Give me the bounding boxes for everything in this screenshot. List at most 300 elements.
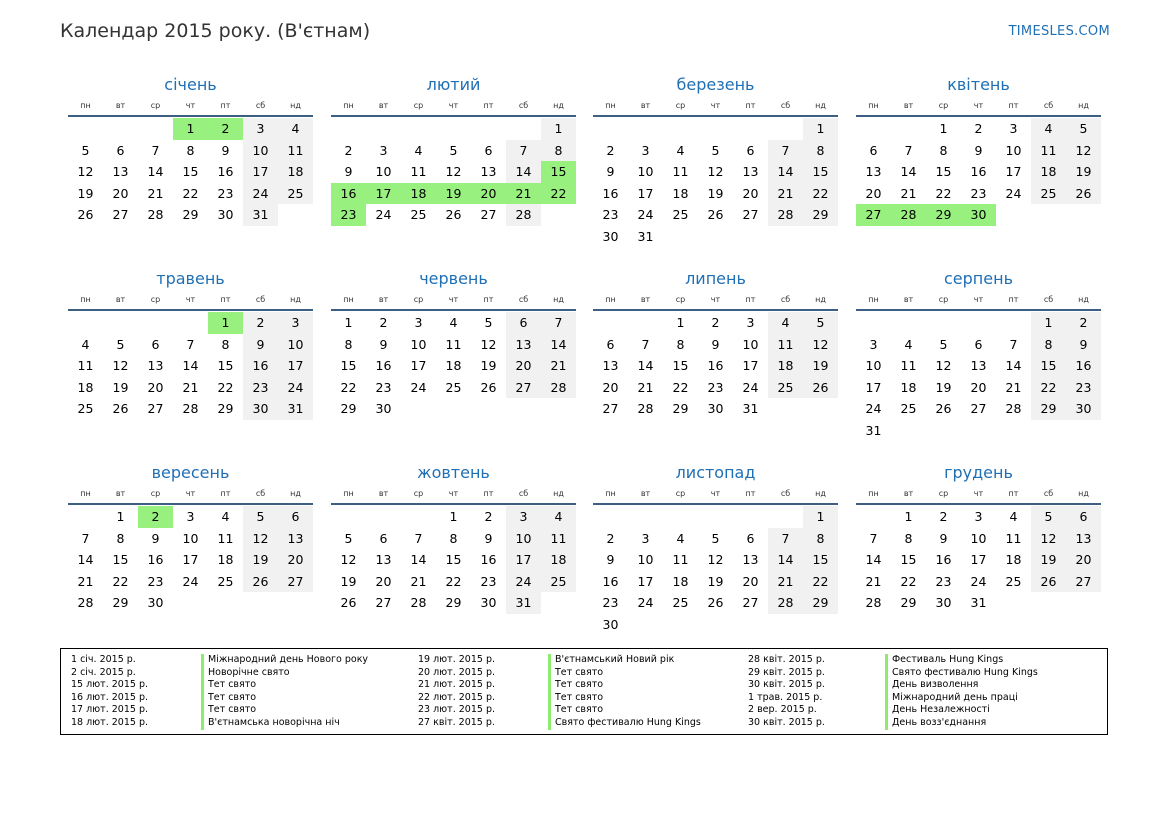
day-cell: 5 <box>939 336 948 352</box>
weekday-label: нд <box>290 101 301 110</box>
day-grid <box>593 506 838 636</box>
day-cell: 2 <box>344 142 353 158</box>
day-grid <box>68 118 313 248</box>
day-cell: 26 <box>707 595 724 611</box>
weekday-label: ср <box>675 295 686 304</box>
day-cell: 17 <box>865 379 882 395</box>
weekday-label: чт <box>185 295 196 304</box>
day-cell: 25 <box>217 573 234 589</box>
day-cell: 30 <box>602 229 619 244</box>
day-cell: 24 <box>742 379 759 395</box>
day-cell: 1 <box>1031 312 1066 334</box>
day-cell: 13 <box>742 164 759 180</box>
day-cell: 4 <box>676 142 685 158</box>
day-cell: 11 <box>672 552 689 568</box>
weekday-header <box>856 293 1101 307</box>
day-grid <box>593 118 838 248</box>
weekday-label: пн <box>343 101 354 110</box>
day-cell: 29 <box>803 204 838 226</box>
day-cell: 5 <box>803 312 838 334</box>
day-cell: 8 <box>904 530 913 546</box>
day-cell: 11 <box>1005 530 1022 546</box>
day-cell: 17 <box>742 358 759 374</box>
day-cell: 10 <box>375 164 392 180</box>
weekday-header <box>331 99 576 113</box>
day-cell: 31 <box>865 423 882 438</box>
day-cell: 28 <box>410 595 427 611</box>
day-cell: 26 <box>707 207 724 223</box>
day-cell: 17 <box>243 161 278 183</box>
weekday-label: сб <box>518 295 529 304</box>
day-cell: 23 <box>602 595 619 611</box>
day-cell: 5 <box>1066 118 1101 140</box>
legend-names-column <box>201 654 368 730</box>
month-name: травень <box>156 269 225 288</box>
day-cell: 2 <box>606 530 615 546</box>
day-cell: 13 <box>865 164 882 180</box>
weekday-label: нд <box>1078 101 1089 110</box>
day-cell: 2 <box>243 312 278 334</box>
month-divider <box>856 309 1101 311</box>
day-cell: 11 <box>768 334 803 356</box>
weekday-label: пн <box>605 295 616 304</box>
month-name: квітень <box>947 75 1010 94</box>
day-cell: 10 <box>410 336 427 352</box>
day-cell: 12 <box>112 358 129 374</box>
day-cell: 18 <box>768 355 803 377</box>
day-cell: 9 <box>606 552 615 568</box>
day-cell: 30 <box>480 595 497 611</box>
legend-dates-column <box>748 654 825 730</box>
day-cell: 23 <box>480 573 497 589</box>
weekday-label: пт <box>745 489 756 498</box>
month-block <box>593 268 838 442</box>
day-cell: 28 <box>768 204 803 226</box>
legend-date: 2 січ. 2015 р. <box>71 666 136 678</box>
day-cell: 27 <box>856 204 891 226</box>
day-cell: 5 <box>711 142 720 158</box>
weekday-label: чт <box>448 101 459 110</box>
day-cell: 4 <box>1031 118 1066 140</box>
month-name: листопад <box>675 463 756 482</box>
day-cell: 26 <box>935 401 952 417</box>
weekday-header <box>331 487 576 501</box>
day-cell: 18 <box>217 552 234 568</box>
day-cell: 21 <box>768 183 803 205</box>
day-cell: 4 <box>81 336 90 352</box>
day-cell: 15 <box>935 164 952 180</box>
day-cell: 10 <box>637 164 654 180</box>
day-cell: 8 <box>803 140 838 162</box>
day-grid <box>68 312 313 442</box>
day-cell: 2 <box>379 315 388 330</box>
weekday-label: пт <box>483 101 494 110</box>
day-cell: 4 <box>1009 509 1018 524</box>
weekday-label: вт <box>378 295 389 304</box>
weekday-label: чт <box>710 489 721 498</box>
weekday-label: пн <box>605 101 616 110</box>
legend-holiday-name: Міжнародний день праці <box>885 692 1038 705</box>
day-cell: 10 <box>182 530 199 546</box>
day-cell: 12 <box>1066 140 1101 162</box>
month-divider <box>593 503 838 505</box>
legend-holiday-name: Тет свято <box>548 679 701 692</box>
day-cell: 25 <box>900 401 917 417</box>
day-cell: 24 <box>243 183 278 205</box>
month-name: серпень <box>944 269 1013 288</box>
weekday-label: сб <box>518 101 529 110</box>
day-cell: 24 <box>375 207 392 223</box>
day-cell: 14 <box>77 552 94 568</box>
day-cell: 12 <box>1031 528 1066 550</box>
day-cell: 19 <box>707 573 724 589</box>
day-grid <box>331 118 576 248</box>
day-cell: 6 <box>974 336 983 352</box>
day-cell: 26 <box>1031 571 1066 593</box>
weekday-label: чт <box>448 295 459 304</box>
day-cell: 19 <box>112 379 129 395</box>
day-cell: 23 <box>707 379 724 395</box>
day-cell: 14 <box>865 552 882 568</box>
day-cell: 7 <box>506 140 541 162</box>
day-cell: 2 <box>974 121 983 136</box>
day-cell: 13 <box>480 164 497 180</box>
day-cell: 1 <box>449 509 458 524</box>
day-cell: 11 <box>900 358 917 374</box>
day-cell: 24 <box>865 401 882 417</box>
day-cell: 30 <box>1066 398 1101 420</box>
weekday-label: ср <box>938 489 949 498</box>
legend-holiday-name: Свято фестивалю Hung Kings <box>548 717 701 730</box>
day-cell: 29 <box>803 592 838 614</box>
month-divider <box>331 309 576 311</box>
day-cell: 10 <box>1005 142 1022 158</box>
legend-holiday-name: Тет свято <box>548 692 701 705</box>
day-cell: 3 <box>1009 121 1018 136</box>
legend-holiday-name: В'єтнамська новорічна ніч <box>201 717 368 730</box>
day-cell: 27 <box>506 377 541 399</box>
weekday-label: нд <box>1078 295 1089 304</box>
day-cell: 1 <box>208 312 243 334</box>
day-cell: 9 <box>221 142 230 158</box>
day-cell: 20 <box>970 379 987 395</box>
month-divider <box>856 503 1101 505</box>
day-cell: 31 <box>742 401 759 417</box>
weekday-label: вт <box>640 295 651 304</box>
day-cell: 16 <box>147 552 164 568</box>
day-cell: 24 <box>637 207 654 223</box>
day-cell: 21 <box>637 379 654 395</box>
day-cell: 28 <box>768 592 803 614</box>
day-cell: 13 <box>375 552 392 568</box>
day-cell: 22 <box>672 379 689 395</box>
month-block <box>856 74 1101 248</box>
weekday-label: пн <box>868 101 879 110</box>
weekday-label: чт <box>710 295 721 304</box>
day-cell: 3 <box>278 312 313 334</box>
day-cell: 22 <box>217 379 234 395</box>
weekday-label: нд <box>553 101 564 110</box>
weekday-label: пт <box>483 489 494 498</box>
day-cell: 21 <box>1005 379 1022 395</box>
day-cell: 28 <box>891 204 926 226</box>
month-name: грудень <box>944 463 1013 482</box>
day-cell: 11 <box>541 528 576 550</box>
day-cell: 19 <box>803 355 838 377</box>
day-cell: 9 <box>151 530 160 546</box>
day-cell: 12 <box>935 358 952 374</box>
day-cell: 25 <box>278 183 313 205</box>
day-cell: 15 <box>672 358 689 374</box>
legend-date: 30 квіт. 2015 р. <box>748 716 825 728</box>
weekday-header <box>593 487 838 501</box>
weekday-label: ср <box>675 489 686 498</box>
weekday-label: пн <box>343 295 354 304</box>
day-cell: 10 <box>278 334 313 356</box>
month-block <box>856 462 1101 636</box>
day-cell: 21 <box>768 571 803 593</box>
day-cell: 1 <box>676 315 685 330</box>
legend-date: 16 лют. 2015 р. <box>71 691 148 703</box>
month-name: лютий <box>426 75 481 94</box>
weekday-label: пн <box>80 101 91 110</box>
day-cell: 2 <box>711 315 720 330</box>
day-cell: 23 <box>331 204 366 226</box>
day-cell: 11 <box>278 140 313 162</box>
day-cell: 8 <box>221 336 230 352</box>
day-cell: 7 <box>768 528 803 550</box>
day-cell: 6 <box>379 530 388 546</box>
day-cell: 18 <box>541 549 576 571</box>
day-cell: 16 <box>935 552 952 568</box>
day-cell: 11 <box>445 336 462 352</box>
day-cell: 16 <box>243 355 278 377</box>
day-cell: 26 <box>77 207 94 223</box>
day-cell: 31 <box>637 229 654 244</box>
day-cell: 9 <box>1066 334 1101 356</box>
weekday-label: ср <box>675 101 686 110</box>
day-cell: 8 <box>449 530 458 546</box>
weekday-label: вт <box>115 101 126 110</box>
day-cell: 5 <box>116 336 125 352</box>
weekday-label: сб <box>1043 101 1054 110</box>
day-cell: 18 <box>1031 161 1066 183</box>
weekday-label: вт <box>378 489 389 498</box>
day-cell: 16 <box>1066 355 1101 377</box>
day-cell: 9 <box>711 336 720 352</box>
day-cell: 18 <box>401 183 436 205</box>
day-cell: 15 <box>1031 355 1066 377</box>
day-cell: 1 <box>116 509 125 524</box>
month-block <box>331 74 576 248</box>
day-grid <box>68 506 313 636</box>
day-cell: 20 <box>1066 549 1101 571</box>
weekday-label: сб <box>255 295 266 304</box>
day-cell: 25 <box>1005 573 1022 589</box>
day-cell: 30 <box>147 595 164 611</box>
day-cell: 9 <box>379 336 388 352</box>
legend-holiday-name: Тет свято <box>548 704 701 717</box>
day-cell: 15 <box>445 552 462 568</box>
day-cell: 19 <box>480 358 497 374</box>
month-divider <box>68 309 313 311</box>
day-cell: 3 <box>746 315 755 330</box>
day-cell: 20 <box>112 185 129 201</box>
legend-names-column <box>885 654 1038 730</box>
weekday-label: пт <box>1008 295 1019 304</box>
day-cell: 21 <box>182 379 199 395</box>
day-cell: 24 <box>637 595 654 611</box>
day-cell: 29 <box>926 204 961 226</box>
day-cell: 19 <box>935 379 952 395</box>
day-cell: 1 <box>344 315 353 330</box>
month-block <box>593 74 838 248</box>
day-cell: 9 <box>606 164 615 180</box>
day-cell: 26 <box>243 571 278 593</box>
day-cell: 20 <box>742 573 759 589</box>
day-cell: 17 <box>1005 164 1022 180</box>
weekday-label: чт <box>448 489 459 498</box>
day-cell: 27 <box>375 595 392 611</box>
day-cell: 28 <box>147 207 164 223</box>
weekday-label: чт <box>185 101 196 110</box>
day-cell: 2 <box>606 142 615 158</box>
day-cell: 26 <box>445 207 462 223</box>
day-cell: 6 <box>151 336 160 352</box>
day-cell: 4 <box>904 336 913 352</box>
day-cell: 1 <box>541 118 576 140</box>
day-cell: 17 <box>637 185 654 201</box>
day-cell: 12 <box>480 336 497 352</box>
day-cell: 2 <box>939 509 948 524</box>
day-cell: 5 <box>449 142 458 158</box>
legend-date: 29 квіт. 2015 р. <box>748 666 825 678</box>
month-divider <box>593 115 838 117</box>
weekday-label: сб <box>780 295 791 304</box>
day-cell: 14 <box>900 164 917 180</box>
month-block <box>68 268 313 442</box>
weekday-label: пн <box>80 489 91 498</box>
day-cell: 8 <box>803 528 838 550</box>
day-cell: 23 <box>1066 377 1101 399</box>
month-name: січень <box>164 75 217 94</box>
day-cell: 26 <box>803 377 838 399</box>
legend-holiday-name: День визволення <box>885 679 1038 692</box>
day-cell: 7 <box>869 530 878 546</box>
day-cell: 9 <box>974 142 983 158</box>
day-cell: 4 <box>541 506 576 528</box>
day-cell: 19 <box>77 185 94 201</box>
day-cell: 9 <box>484 530 493 546</box>
day-cell: 26 <box>480 379 497 395</box>
month-divider <box>331 115 576 117</box>
day-cell: 6 <box>746 530 755 546</box>
day-cell: 17 <box>970 552 987 568</box>
day-cell: 5 <box>344 530 353 546</box>
day-cell: 13 <box>970 358 987 374</box>
day-cell: 11 <box>77 358 94 374</box>
legend-date: 17 лют. 2015 р. <box>71 704 148 716</box>
day-cell: 15 <box>541 161 576 183</box>
weekday-label: пт <box>745 295 756 304</box>
weekday-label: сб <box>1043 295 1054 304</box>
weekday-label: нд <box>815 295 826 304</box>
day-cell: 21 <box>541 355 576 377</box>
month-divider <box>593 309 838 311</box>
day-cell: 29 <box>900 595 917 611</box>
weekday-label: сб <box>518 489 529 498</box>
day-cell: 8 <box>939 142 948 158</box>
day-cell: 12 <box>77 164 94 180</box>
day-cell: 5 <box>81 142 90 158</box>
day-cell: 1 <box>803 118 838 140</box>
day-cell: 24 <box>506 571 541 593</box>
legend-date: 22 лют. 2015 р. <box>418 691 495 703</box>
weekday-label: нд <box>553 489 564 498</box>
day-cell: 24 <box>1005 185 1022 201</box>
day-cell: 17 <box>410 358 427 374</box>
day-cell: 10 <box>865 358 882 374</box>
day-cell: 30 <box>935 595 952 611</box>
weekday-label: пн <box>80 295 91 304</box>
weekday-label: пт <box>1008 489 1019 498</box>
weekday-label: ср <box>938 101 949 110</box>
month-block <box>331 268 576 442</box>
day-cell: 19 <box>340 573 357 589</box>
weekday-header <box>593 293 838 307</box>
weekday-label: пт <box>745 101 756 110</box>
legend-date: 1 січ. 2015 р. <box>71 654 136 665</box>
day-cell: 25 <box>541 571 576 593</box>
weekday-label: чт <box>973 489 984 498</box>
day-cell: 31 <box>970 595 987 611</box>
day-cell: 4 <box>676 530 685 546</box>
month-name: вересень <box>151 463 230 482</box>
day-cell: 23 <box>147 573 164 589</box>
day-cell: 20 <box>742 185 759 201</box>
day-cell: 5 <box>1031 506 1066 528</box>
day-cell: 13 <box>602 358 619 374</box>
day-cell: 17 <box>366 183 401 205</box>
weekday-label: ср <box>413 295 424 304</box>
month-name: липень <box>685 269 746 288</box>
day-cell: 2 <box>1066 312 1101 334</box>
day-cell: 14 <box>182 358 199 374</box>
day-cell: 21 <box>77 573 94 589</box>
legend-date: 1 трав. 2015 р. <box>748 691 823 703</box>
day-cell: 1 <box>173 118 208 140</box>
day-cell: 11 <box>410 164 427 180</box>
legend-holiday-name: Тет свято <box>201 704 368 717</box>
site-logo-link[interactable]: TIMESLES.COM <box>1008 24 1110 39</box>
day-cell: 21 <box>147 185 164 201</box>
day-cell: 29 <box>672 401 689 417</box>
day-cell: 11 <box>1031 140 1066 162</box>
weekday-label: сб <box>255 489 266 498</box>
day-cell: 15 <box>112 552 129 568</box>
day-cell: 10 <box>970 530 987 546</box>
day-cell: 12 <box>445 164 462 180</box>
day-cell: 26 <box>340 595 357 611</box>
legend-date: 23 лют. 2015 р. <box>418 704 495 716</box>
day-cell: 14 <box>147 164 164 180</box>
month-block <box>68 462 313 636</box>
day-cell: 17 <box>506 549 541 571</box>
day-cell: 23 <box>602 207 619 223</box>
day-cell: 9 <box>344 164 353 180</box>
day-cell: 31 <box>243 204 278 226</box>
weekday-label: нд <box>553 295 564 304</box>
